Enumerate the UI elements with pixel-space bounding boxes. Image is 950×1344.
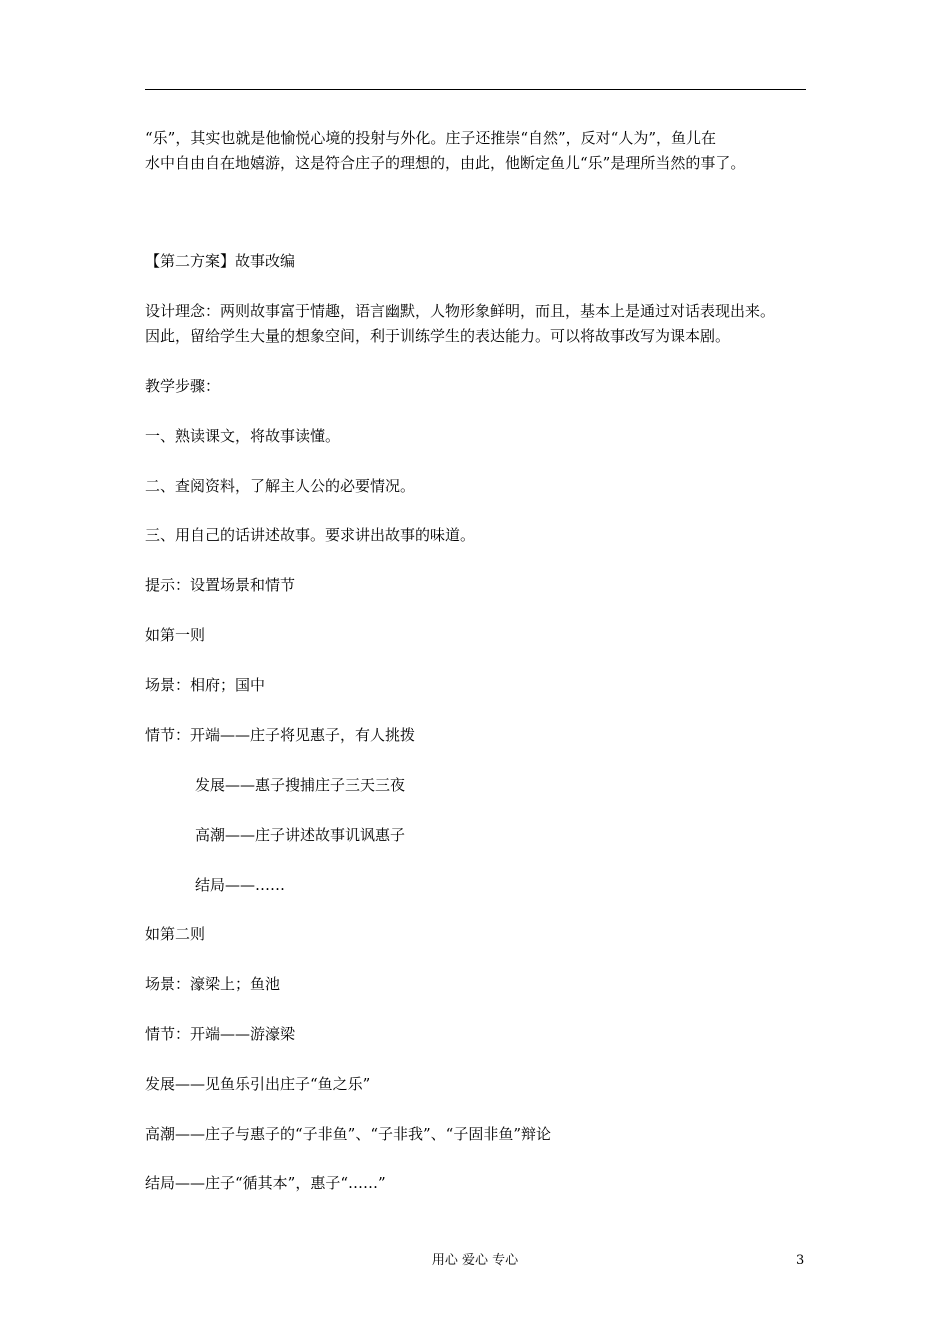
paragraph-line: 水中自由自在地嬉游，这是符合庄子的理想的，由此，他断定鱼儿“乐”是理所当然的事了。 (145, 154, 746, 172)
story2-title: 如第二则 (145, 925, 206, 943)
story2-plot: 高潮——庄子与惠子的“子非鱼”、“子非我”、“子固非鱼”辩论 (145, 1125, 552, 1143)
header-rule (145, 89, 806, 90)
step-item: 三、用自己的话讲述故事。要求讲出故事的味道。 (145, 526, 476, 544)
footer-slogan: 用心 爱心 专心 (431, 1253, 519, 1268)
story2-plot: 情节：开端——游濠梁 (145, 1025, 296, 1043)
page-number: 3 (796, 1253, 805, 1268)
paragraph-line: 因此，留给学生大量的想象空间，利于训练学生的表达能力。可以将故事改写为课本剧。 (145, 327, 731, 345)
paragraph-line: 设计理念：两则故事富于情趣，语言幽默，人物形象鲜明，而且，基本上是通过对话表现出来。 (145, 302, 776, 320)
story1-plot: 结局——…… (195, 876, 286, 894)
step-item: 一、熟读课文，将故事读懂。 (145, 427, 341, 445)
story2-scene: 场景：濠梁上；鱼池 (145, 975, 281, 993)
hint-line: 提示：设置场景和情节 (145, 576, 296, 594)
story1-plot: 发展——惠子搜捕庄子三天三夜 (195, 776, 406, 794)
step-item: 二、查阅资料，了解主人公的必要情况。 (145, 477, 416, 495)
story1-plot: 情节：开端——庄子将见惠子，有人挑拨 (145, 726, 416, 744)
section-heading: 【第二方案】故事改编 (145, 252, 296, 270)
paragraph-line: “乐”，其实也就是他愉悦心境的投射与外化。庄子还推崇“自然”，反对“人为”，鱼儿在 (145, 129, 717, 147)
story2-plot: 结局——庄子“循其本”，惠子“……” (145, 1174, 386, 1192)
steps-title: 教学步骤： (145, 377, 221, 395)
story2-plot: 发展——见鱼乐引出庄子“鱼之乐” (145, 1075, 371, 1093)
story1-title: 如第一则 (145, 626, 206, 644)
story1-scene: 场景：相府；国中 (145, 676, 266, 694)
story1-plot: 高潮——庄子讲述故事讥讽惠子 (195, 826, 406, 844)
